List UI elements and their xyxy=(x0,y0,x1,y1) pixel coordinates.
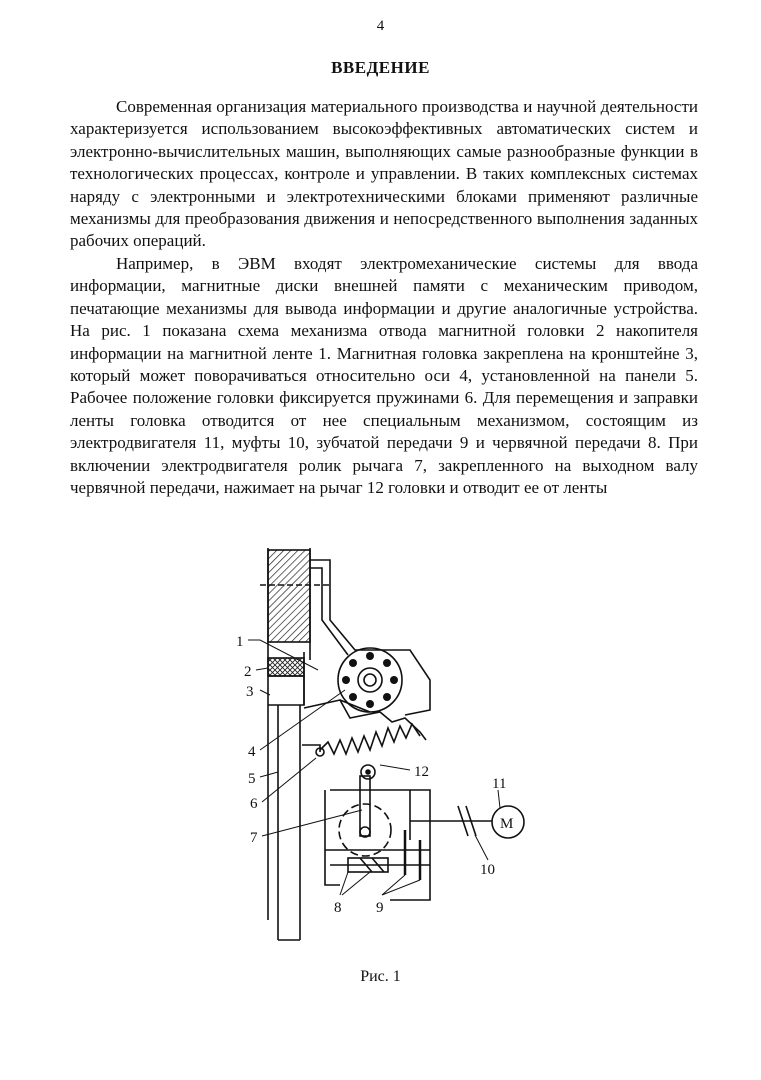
label-12: 12 xyxy=(414,764,429,780)
bracket xyxy=(268,676,304,705)
label-7: 7 xyxy=(250,830,258,846)
label-9: 9 xyxy=(376,900,384,916)
label-2: 2 xyxy=(244,664,252,680)
paragraph-2: Например, в ЭВМ входят электромеханические системы для ввода информации, магнитные диски внешней памяти с механическим приводом, печатающие механизмы для вывода информации и другие аналогичные устройства. На рис. 1 показана схема механизма отвода магнитной головки 2 накопителя информации на магнитной ленте 1. Магнитная головка закреплена на кронштейне 3, который может поворачиваться относительно оси 4, установленной на панели 5. Рабочее положение головки фиксируется пружинами 6. Для перемещения и заправки ленты головка отводится от нее специальным механизмом, состоящим из электродвигателя 11, муфты 10, зубчатой передачи 9 и червячной передачи 8. При включении электродвигателя ролик рычага 7, закрепленного на выходном валу червячной передачи, нажимает на рычаг 12 головки и отводит ее от ленты xyxy=(70,254,698,498)
label-10: 10 xyxy=(480,862,495,878)
spring xyxy=(320,724,420,754)
label-8: 8 xyxy=(334,900,342,916)
paragraph-1: Современная организация материального производства и научной деятельности характеризуется использованием высокоэффективных автоматических систем и электронно-вычислительных машин, выполняющих самые разнообразные функции в технологических процессах, контроле и управлении. В таких комплексных системах наряду с электронными и электротехническими блоками применяют различные механизмы для преобразования движения и непосредственного выполнения заданных рабочих операций. xyxy=(70,97,698,251)
label-4: 4 xyxy=(248,744,256,760)
section-heading: ВВЕДЕНИЕ xyxy=(331,58,430,77)
label-5: 5 xyxy=(248,771,256,787)
panel xyxy=(278,705,300,940)
magnetic-head xyxy=(268,658,304,676)
label-3: 3 xyxy=(246,684,254,700)
figure-caption: Рис. 1 xyxy=(360,968,401,985)
motor-label: M xyxy=(500,816,514,832)
page-number: 4 xyxy=(376,18,385,34)
mechanism-diagram xyxy=(230,540,550,950)
label-6: 6 xyxy=(250,796,258,812)
worm-wheel xyxy=(339,804,391,856)
label-11: 11 xyxy=(492,776,507,792)
magnetic-tape xyxy=(268,550,310,642)
label-1: 1 xyxy=(236,634,244,650)
